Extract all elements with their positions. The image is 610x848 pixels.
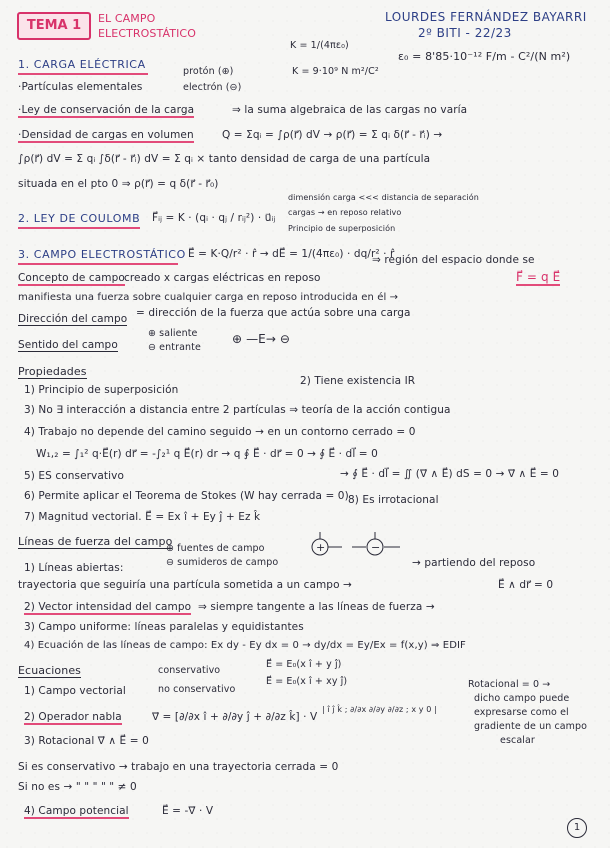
section-2-underline	[18, 227, 140, 229]
section-2-title: 2. LEY DE COULOMB	[18, 212, 141, 225]
title-line-1: EL CAMPO	[98, 12, 156, 25]
campo-potencial-formula: E⃗ = -∇⃗ · V	[162, 805, 214, 817]
sentido-saliente: ⊕ saliente	[148, 328, 198, 339]
lineas-1-eq: E⃗ ∧ dr⃗ = 0	[498, 579, 554, 591]
propiedad-3: 3) No ∃ interacción a distancia entre 2 partículas ⇒ teoría de la acción contigua	[24, 404, 451, 416]
densidad-label: ·Densidad de cargas en volumen	[18, 129, 194, 141]
title-line-2: ELECTROSTÁTICO	[98, 27, 196, 40]
concepto-campo-eq: F⃗ = q E⃗	[516, 270, 561, 284]
k-value: K = 9·10⁹ N m²/C²	[292, 66, 379, 77]
campo-formula: E⃗ = K·Q/r² · r̂ → dE⃗ = 1/(4πε₀) · dq/r² · r̂	[188, 248, 395, 260]
k-formula: K = 1/(4πε₀)	[290, 40, 349, 51]
propiedad-1: 1) Principio de superposición	[24, 384, 179, 396]
ecuacion-1: 1) Campo vectorial	[24, 685, 126, 697]
densidad-line-2: ∫ρ(r⃗) dV = Σ qᵢ ∫δ(r⃗ - r⃗ᵢ) dV = Σ qᵢ × tanto densidad de carga de una partícula	[18, 153, 431, 165]
lineas-1-trayectoria: trayectoria que seguiría una partícula sometida a un campo →	[18, 579, 352, 591]
ecuacion-1-conservativo: conservativo	[158, 665, 221, 676]
coulomb-note-1: dimensión carga <<< distancia de separación	[288, 193, 479, 202]
concepto-campo-text: creado x cargas eléctricas en reposo	[124, 272, 321, 284]
svg-text:−: −	[371, 541, 381, 554]
ecuacion-1-eq-1: E⃗ = E₀(x î + y ĵ)	[266, 659, 342, 670]
course-label: 2º BITI - 22/23	[418, 26, 512, 40]
coulomb-formula: F⃗ᵢⱼ = K · (qᵢ · qⱼ / rᵢⱼ²) · u⃗ᵢⱼ	[152, 212, 276, 224]
propiedad-4-work: W₁,₂ = ∫₁² q·E⃗(r) dr⃗ = -∫₂¹ q E⃗(r) dr → q ∮ E⃗ · dr⃗ = 0 → ∮ E⃗ · dl⃗ = 0	[36, 448, 378, 460]
concepto-campo-label: Concepto de campo	[18, 272, 125, 284]
lineas-3: 3) Campo uniforme: líneas paralelas y equidistantes	[24, 621, 304, 633]
rotacional-note-4: gradiente de un campo	[474, 721, 588, 732]
operador-nabla-matrix: | î ĵ k̂ ; ∂/∂x ∂/∂y ∂/∂z ; x y 0 |	[322, 705, 437, 714]
lineas-1: 1) Líneas abiertas:	[24, 562, 124, 574]
densidad-formula: Q = Σqᵢ = ∫ρ(r⃗) dV → ρ(r⃗) = Σ qᵢ δ(r⃗ - r⃗ᵢ) →	[222, 129, 443, 141]
ecuacion-1-no-conservativo: no conservativo	[158, 684, 236, 695]
particles-label: ·Partículas elementales	[18, 81, 143, 93]
propiedad-6: 6) Permite aplicar el Teorema de Stokes (W hay cerrada = 0)	[24, 490, 349, 502]
rotacional-note-3: expresarse como el	[474, 707, 569, 718]
direccion-label: Dirección del campo	[18, 313, 128, 325]
propiedad-8: 8) Es irrotacional	[348, 494, 439, 506]
ecuacion-1-eq-2: E⃗ = E₀(x î + xy ĵ)	[266, 676, 348, 687]
conservativo-line-1: Si es conservativo → trabajo en una trayectoria cerrada = 0	[18, 761, 339, 773]
conservativo-line-2: Si no es → " " " " " ≠ 0	[18, 781, 137, 793]
section-3-title: 3. CAMPO ELECTROSTÁTICO	[18, 248, 186, 261]
epsilon-constant: ε₀ = 8'85·10⁻¹² F/m - C²/(N m²)	[398, 50, 571, 63]
lineas-fuerza-title: Líneas de fuerza del campo	[18, 535, 173, 548]
lineas-sumideros: ⊖ sumideros de campo	[166, 557, 279, 568]
lineas-fuentes: ⊕ fuentes de campo	[166, 543, 265, 554]
propiedad-5: 5) ES conservativo	[24, 470, 124, 482]
sentido-diagram: ⊕ —E→ ⊖	[232, 332, 291, 346]
section-3-underline	[18, 263, 178, 265]
rotacional-note-2: dicho campo puede	[474, 693, 570, 704]
lineas-4: 4) Ecuación de las líneas de campo: Ex dy - Ey dx = 0 → dy/dx = Ey/Ex = f(x,y) ⇒ EDIF	[24, 640, 466, 651]
svg-text:+: +	[316, 541, 326, 554]
page-number: 1	[567, 818, 587, 838]
densidad-line-3: situada en el pto 0 ⇒ ρ(r⃗) = q δ(r⃗ - r⃗₀)	[18, 178, 219, 190]
section-1-underline	[18, 73, 148, 75]
operador-nabla-formula: ∇⃗ = [∂/∂x î + ∂/∂y ĵ + ∂/∂z k̂] · V	[152, 711, 318, 723]
propiedad-5-stokes: → ∮ E⃗ · dl⃗ = ∬ (∇⃗ ∧ E⃗) dS = 0 → ∇⃗ ∧ E⃗ = 0	[340, 468, 560, 480]
rotacional-note-5: escalar	[500, 735, 535, 746]
rotacional-note-1: Rotacional = 0 →	[468, 679, 551, 690]
lineas-2-label: 2) Vector intensidad del campo	[24, 601, 192, 613]
ecuaciones-title: Ecuaciones	[18, 664, 82, 677]
concepto-campo-tail: ⇒ región del espacio donde se	[372, 254, 535, 266]
author-name: LOURDES FERNÁNDEZ BAYARRI	[385, 10, 587, 24]
section-1-title: 1. CARGA ELÉCTRICA	[18, 58, 146, 71]
proton-label: protón (⊕)	[183, 66, 234, 77]
ecuacion-3: 3) Rotacional ∇⃗ ∧ E⃗ = 0	[24, 735, 149, 747]
campo-potencial-label: 4) Campo potencial	[24, 805, 129, 817]
propiedades-title: Propiedades	[18, 365, 87, 378]
direccion-text: = dirección de la fuerza que actúa sobre una carga	[136, 307, 411, 319]
field-lines-diagram	[300, 532, 410, 562]
coulomb-note-3: Principio de superposición	[288, 224, 396, 233]
ley-conservacion-label: ·Ley de conservación de la carga	[18, 104, 195, 116]
propiedad-2: 2) Tiene existencia IR	[300, 375, 416, 387]
coulomb-note-2: cargas → en reposo relativo	[288, 208, 402, 217]
lineas-1-tail: → partiendo del reposo	[412, 557, 536, 569]
tema-label: TEMA 1	[17, 12, 91, 40]
operador-nabla-label: 2) Operador nabla	[24, 711, 122, 723]
concepto-campo-line-2: manifiesta una fuerza sobre cualquier carga en reposo introducida en él →	[18, 292, 399, 303]
sentido-label: Sentido del campo	[18, 339, 118, 351]
propiedad-7: 7) Magnitud vectorial. E⃗ = Ex î + Ey ĵ + Ez k̂	[24, 511, 261, 523]
sentido-entrante: ⊖ entrante	[148, 342, 201, 353]
lineas-2-text: ⇒ siempre tangente a las líneas de fuerza →	[198, 601, 435, 613]
ley-conservacion-text: ⇒ la suma algebraica de las cargas no varía	[232, 104, 468, 116]
electron-label: electrón (⊖)	[183, 82, 242, 93]
propiedad-4: 4) Trabajo no depende del camino seguido → en un contorno cerrado = 0	[24, 426, 416, 438]
